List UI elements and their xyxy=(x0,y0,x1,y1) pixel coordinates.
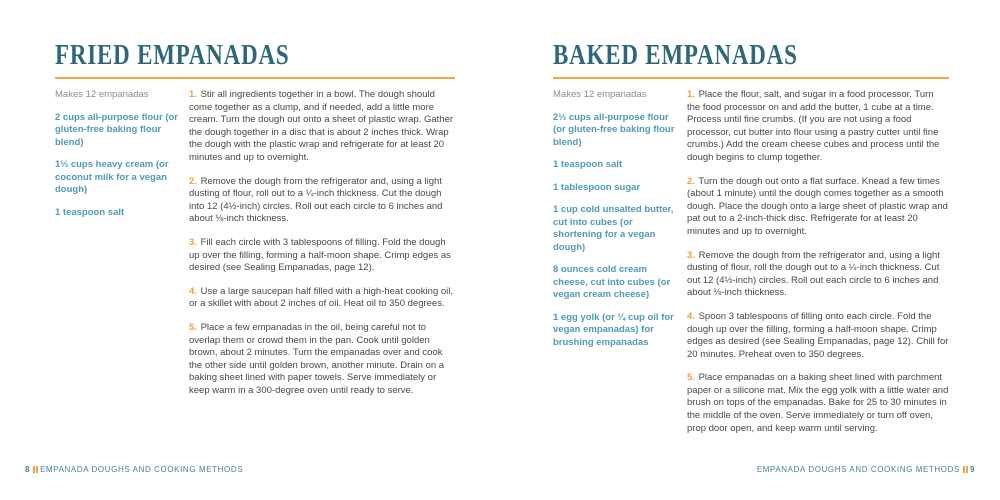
step-text: Spoon 3 tablespoons of filling onto each circle. Fold the dough up over the filling, forming a half-moon shape. Crimp edges as desired (see Sealing Empanadas, page 12). Chill for 20 minutes. Preheat oven to 350 degrees. xyxy=(687,310,949,360)
ingredient-item: 2 cups all-purpose flour (or gluten-free baking flour blend) xyxy=(55,111,178,148)
ingredient-item: 1⅓ cups heavy cream (or coconut milk for a vegan dough) xyxy=(55,159,169,195)
recipe-step xyxy=(687,311,949,361)
step-number: 3. xyxy=(687,249,695,261)
step-text: Stir all ingredients together in a bowl. The dough should come together as a clump, and if needed, add a little more cream. Turn the dough out onto a sheet of plastic wrap. Gather the dough together in a disc that is about 2 inches thick. Wrap the dough with the plastic wrap and refrigerate for at least 20 minutes and up to overnight. xyxy=(189,89,454,163)
step-number: 5. xyxy=(189,321,197,333)
title-underline xyxy=(553,77,949,79)
step-number: 4. xyxy=(687,310,695,322)
recipe-step xyxy=(687,250,949,300)
recipe-step xyxy=(189,89,455,165)
footer-right xyxy=(757,465,975,474)
recipe-columns xyxy=(55,89,455,408)
ingredients-column xyxy=(553,89,679,446)
step-number: 1. xyxy=(189,89,197,100)
footer-divider-icon xyxy=(962,466,966,473)
steps-column xyxy=(687,89,949,446)
step-text: Turn the dough out onto a flat surface. Knead a few times (about 1 minute) until the dough comes together as a smooth dough. Place the dough onto a large sheet of plastic wrap and pat out to a 2-inch-thick disc. Refrigerate for at least 20 minutes and up to overnight. xyxy=(687,175,948,237)
steps-column xyxy=(189,89,455,408)
step-number: 2. xyxy=(189,175,197,187)
yield-note: Makes 12 empanadas xyxy=(55,89,149,100)
ingredients-column xyxy=(55,89,181,408)
step-number: 2. xyxy=(687,175,695,187)
step-text: Remove the dough from the refrigerator and, using a light dusting of flour, roll out to a ¼-inch thickness. Cut the dough into 12 (4½-inch) circles. Roll out each circle to 6 inches and about ⅛-inch thickness. xyxy=(189,175,443,225)
yield-note: Makes 12 empanadas xyxy=(553,89,647,100)
step-text: Place a few empanadas in the oil, being careful not to overlap them or crowd them in the pan. Cook until golden brown, about 2 minutes. Turn the empanadas over and cook the other side until golden brown, another minute. Drain on a baking sheet lined with paper towels. Serve immediately or keep warm in a 300-degree oven until ready to serve. xyxy=(189,321,445,396)
ingredient-item: 1 teaspoon salt xyxy=(553,159,623,170)
recipe-step xyxy=(189,322,455,398)
recipe-step xyxy=(687,176,949,239)
recipe-columns xyxy=(553,89,949,446)
page-number: 9 xyxy=(969,465,975,474)
ingredient-item: 1 teaspoon salt xyxy=(55,206,125,218)
recipe-step xyxy=(687,372,949,435)
recipe-title-baked: BAKED EMPANADAS xyxy=(553,40,798,71)
ingredient-item: 1 cup cold unsalted butter, cut into cubes (or shortening for a vegan dough) xyxy=(553,204,674,253)
step-number: 5. xyxy=(687,372,695,384)
step-text: Fill each circle with 3 tablespoons of filling. Fold the dough up over the filling, forming a half-moon shape. Crimp edges as desired (see Sealing Empanadas, page 12). xyxy=(189,236,451,274)
step-text: Use a large saucepan half filled with a high-heat cooking oil, or a skillet with about 2 inches of oil. Heat oil to 350 degrees. xyxy=(189,285,454,310)
recipe-step xyxy=(687,89,949,165)
recipe-title-fried: FRIED EMPANADAS xyxy=(55,40,290,71)
step-number: 3. xyxy=(189,236,197,248)
recipe-step xyxy=(189,286,455,311)
page-content xyxy=(55,42,455,408)
footer-section-title: EMPANADA DOUGHS AND COOKING METHODS xyxy=(756,465,960,474)
page-number: 8 xyxy=(25,465,31,474)
footer-divider-icon xyxy=(32,466,36,473)
page-content xyxy=(553,42,949,446)
step-text: Place empanadas on a baking sheet lined with parchment paper or a silicone mat. Mix the egg yolk with a little water and brush on tops of the empanadas. Bake for 25 to 30 minutes in the middle of the oven. Serve immediately or turn off oven, prop door open, and keep warm until serving. xyxy=(687,372,949,434)
step-number: 4. xyxy=(189,285,197,297)
ingredient-item: 2⅓ cups all-purpose flour (or gluten-free baking flour blend) xyxy=(553,111,675,148)
recipe-step xyxy=(189,237,455,275)
footer-left xyxy=(25,465,243,474)
step-text: Place the flour, salt, and sugar in a food processor. Turn the food processor on and add the butter, 1 cube at a time. Process until fine crumbs. (If you are not using a food processor, cut butter into flour using a pastry cutter until fine crumbs.) Add the cream cheese cubes and process until the dough begins to clump together. xyxy=(687,89,940,163)
page-baked-empanadas xyxy=(500,0,1000,500)
step-number: 1. xyxy=(687,89,695,100)
title-underline xyxy=(55,77,455,79)
step-text: Remove the dough from the refrigerator and, using a light dusting of flour, roll the dough out to a ¼-inch thickness. Cut out 12 (4½-inch) circles. Roll out each circle to 6 inches and about ⅛-inch thickness. xyxy=(687,249,940,299)
ingredient-item: 1 tablespoon sugar xyxy=(553,181,641,193)
ingredient-item: 8 ounces cold cream cheese, cut into cubes (or vegan cream cheese) xyxy=(553,264,671,300)
ingredient-item: 1 egg yolk (or ¼ cup oil for vegan empanadas) for brushing empanadas xyxy=(553,311,674,348)
recipe-step xyxy=(189,176,455,226)
footer-section-title: EMPANADA DOUGHS AND COOKING METHODS xyxy=(40,465,244,474)
